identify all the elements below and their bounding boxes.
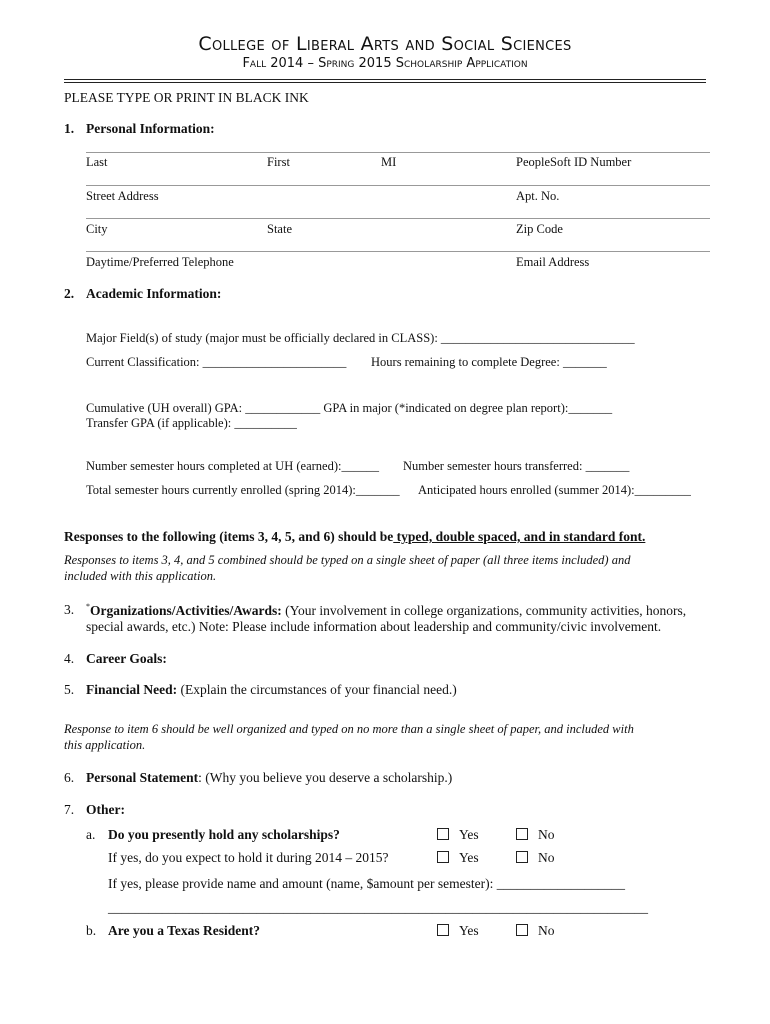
item5-label: Financial Need: xyxy=(86,682,178,697)
resident-no-label: No xyxy=(538,923,555,938)
item6-label: Personal Statement xyxy=(86,770,199,785)
hours-transferred-field[interactable]: Number semester hours transferred: _______ xyxy=(403,459,630,473)
scholarship-details-line[interactable]: ________________________________________________________________________________ xyxy=(108,900,648,915)
item6-number: 6. xyxy=(64,770,75,785)
responses-heading-text: Responses to the following (items 3, 4, 5, and 6) should be xyxy=(64,529,394,544)
header-rule-bottom xyxy=(64,82,706,83)
ink-instruction: PLEASE TYPE OR PRINT IN BLACK INK xyxy=(64,90,309,105)
transfer-gpa-field[interactable]: Transfer GPA (if applicable): __________ xyxy=(86,416,297,430)
item3-line1 xyxy=(86,602,686,619)
hold-no-checkbox[interactable] xyxy=(516,851,528,863)
hours-remaining-field[interactable]: Hours remaining to complete Degree: _______ xyxy=(371,355,607,369)
scholarship-no-option[interactable] xyxy=(516,827,555,843)
item6-note-line2: this application. xyxy=(64,738,146,752)
hold-yes-checkbox[interactable] xyxy=(437,851,449,863)
item3-label: Organizations/Activities/Awards: xyxy=(90,603,282,618)
state-field[interactable]: State xyxy=(267,222,292,236)
item6-text: : (Why you believe you deserve a scholarship.) xyxy=(198,770,453,785)
street-address-field[interactable]: Street Address xyxy=(86,189,159,203)
item6-line xyxy=(86,770,452,786)
item7a-followup: If yes, do you expect to hold it during 2014 – 2015? xyxy=(108,850,389,865)
item7b-question: Are you a Texas Resident? xyxy=(108,923,261,938)
scholarship-yes-option[interactable] xyxy=(437,827,479,843)
section1-heading: Personal Information: xyxy=(86,121,215,136)
telephone-field[interactable]: Daytime/Preferred Telephone xyxy=(86,255,234,269)
resident-yes-label: Yes xyxy=(459,923,479,938)
phone-row-line xyxy=(86,251,710,252)
responses-note-line1: Responses to items 3, 4, and 5 combined should be typed on a single sheet of paper (all three items included) and xyxy=(64,553,631,567)
item5-line xyxy=(86,682,457,698)
scholarship-yes-label: Yes xyxy=(459,827,479,842)
item4-label: Career Goals: xyxy=(86,651,167,666)
resident-no-checkbox[interactable] xyxy=(516,924,528,936)
header-rule-top xyxy=(64,79,706,80)
item7a-question: Do you presently hold any scholarships? xyxy=(108,827,340,842)
hold-yes-label: Yes xyxy=(459,850,479,865)
item3-text-line1: (Your involvement in college organizations, community activities, honors, xyxy=(281,603,687,618)
item7-number: 7. xyxy=(64,802,75,817)
address-row-line xyxy=(86,185,710,186)
item3-number: 3. xyxy=(64,602,75,617)
name-row-line xyxy=(86,152,710,153)
gpa-field[interactable]: Cumulative (UH overall) GPA: ____________ GPA in major (*indicated on degree plan report):_______ xyxy=(86,401,613,415)
last-name-field[interactable]: Last xyxy=(86,155,108,169)
item5-text: (Explain the circumstances of your financial need.) xyxy=(177,682,457,697)
item6-note-line1: Response to item 6 should be well organized and typed on no more than a single sheet of paper, and included with xyxy=(64,722,634,736)
section2-heading: Academic Information: xyxy=(86,286,222,301)
item3-text-line2: special awards, etc.) Note: Please include information about leadership and community/civic involvement. xyxy=(86,619,662,634)
apt-number-field[interactable]: Apt. No. xyxy=(516,189,560,203)
responses-heading xyxy=(64,529,645,545)
form-title: College of Liberal Arts and Social Sciences xyxy=(198,33,572,55)
resident-yes-checkbox[interactable] xyxy=(437,924,449,936)
hours-anticipated-field[interactable]: Anticipated hours enrolled (summer 2014):_________ xyxy=(418,483,691,497)
peoplesoft-id-field[interactable]: PeopleSoft ID Number xyxy=(516,155,632,169)
item4-number: 4. xyxy=(64,651,75,666)
classification-field[interactable]: Current Classification: _______________________ xyxy=(86,355,347,369)
section1-number: 1. xyxy=(64,121,75,136)
resident-yes-option[interactable] xyxy=(437,923,479,939)
email-field[interactable]: Email Address xyxy=(516,255,590,269)
resident-no-option[interactable] xyxy=(516,923,555,939)
zip-code-field[interactable]: Zip Code xyxy=(516,222,563,236)
scholarship-details-field[interactable]: If yes, please provide name and amount (name, $amount per semester): ___________________ xyxy=(108,876,625,891)
scholarship-no-label: No xyxy=(538,827,555,842)
scholarship-no-checkbox[interactable] xyxy=(516,828,528,840)
city-field[interactable]: City xyxy=(86,222,108,236)
scholarship-yes-checkbox[interactable] xyxy=(437,828,449,840)
major-field[interactable]: Major Field(s) of study (major must be officially declared in CLASS): _______________________________ xyxy=(86,331,635,345)
form-subtitle: Fall 2014 – Spring 2015 Scholarship Application xyxy=(242,56,528,71)
item7-label: Other: xyxy=(86,802,125,817)
middle-initial-field[interactable]: MI xyxy=(381,155,397,169)
item7a-letter: a. xyxy=(86,827,96,842)
hold-no-label: No xyxy=(538,850,555,865)
item7b-letter: b. xyxy=(86,923,97,938)
hours-completed-field[interactable]: Number semester hours completed at UH (earned):______ xyxy=(86,459,379,473)
hours-enrolled-field[interactable]: Total semester hours currently enrolled (spring 2014):_______ xyxy=(86,483,400,497)
responses-note-line2: included with this application. xyxy=(64,569,217,583)
city-row-line xyxy=(86,218,710,219)
hold-yes-option[interactable] xyxy=(437,850,479,866)
responses-heading-underlined: typed, double spaced, and in standard font. xyxy=(393,529,646,544)
section2-number: 2. xyxy=(64,286,75,301)
item3-footnote-mark: * xyxy=(86,602,90,611)
hold-no-option[interactable] xyxy=(516,850,555,866)
first-name-field[interactable]: First xyxy=(267,155,290,169)
item5-number: 5. xyxy=(64,682,75,697)
